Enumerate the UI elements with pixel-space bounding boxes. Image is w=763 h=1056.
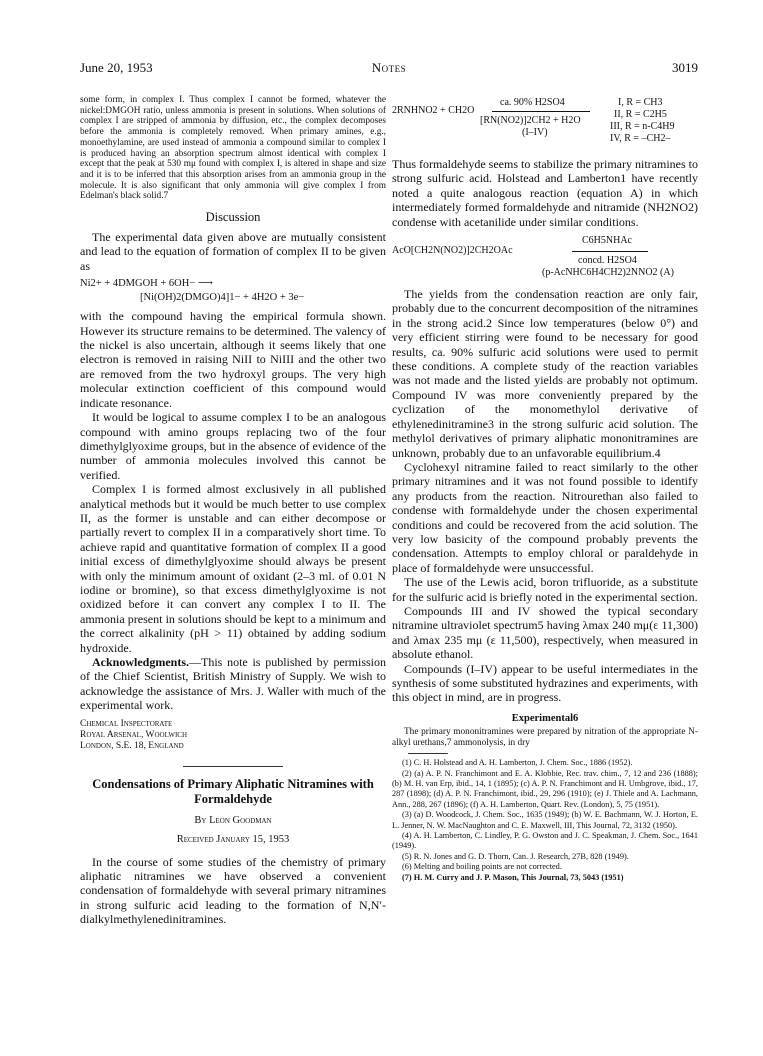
reaction-condition: concd. H2SO4 xyxy=(578,255,637,267)
running-header xyxy=(80,60,698,76)
paragraph: The use of the Lewis acid, boron trifluoride, as a substitute for the sulfuric acid is briefly noted in the experimental section. xyxy=(392,575,698,604)
equation-line: Ni2+ + 4DMGOH + 6OH− ⟶ xyxy=(80,278,213,290)
product: (p-AcNHC6H4CH2)2NNO2 (A) xyxy=(542,267,674,279)
paragraph: Compounds (I–IV) appear to be useful intermediates in the synthesis of some substituted hydrazines and experiments, with this object in mind, are in progress. xyxy=(392,661,698,705)
section-heading: Discussion xyxy=(205,210,261,225)
reaction-condition: ca. 90% H2SO4 xyxy=(500,97,565,108)
footnote-divider xyxy=(408,753,448,754)
substituent-line: IV, R = –CH2– xyxy=(610,133,671,144)
paragraph: The yields from the condensation reaction are only fair, probably due to the concurrent decomposition of the nitramines in the strong acid.2 Since low temperatures (below 0°) and very efficient stirring were found to be necessary for good results, ca. 90% sulfuric acid solutions were used to permit these conditions. A complete study of the reaction variables was not made and the listed yields are probably not optimum. Compound IV was more conveniently prepared by the cyclization of the monomethylol derivative of ethylenedinitramine3 in the strong sulfuric acid solution. The methylol derivatives of primary aliphatic mononitramines are unknown, probably due to an unfavorable equilibrium.4 xyxy=(392,287,698,460)
footnote: (5) R. N. Jones and G. D. Thorn, Can. J. Research, 27B, 828 (1949). xyxy=(402,851,629,861)
article-title: Condensations of Primary Aliphatic Nitramines with Formaldehyde xyxy=(92,776,374,806)
paragraph: Thus formaldehyde seems to stabilize the primary nitramines to strong sulfuric acid. Holstead and Lamberton1 have recently noted a quite analogous reaction (equation A) in which intermediately formed formaldehyde and nitramide (NH2NO2) condense with acetanilide under similar conditions. xyxy=(392,157,698,229)
paragraph: Cyclohexyl nitramine failed to react similarly to the other primary nitramines and it was not found possible to identify any products from the reaction. Nitrourethan also failed to condense with formaldehyde under the chosen experimental conditions and could be recovered from the acid solution. The very low basicity of the compound probably prevents the condensation. Attempts to employ chloral or paraldehyde in place of formaldehyde were unsuccessful. xyxy=(392,459,698,575)
reaction-arrow xyxy=(572,251,648,252)
substituent-line: III, R = n-C4H9 xyxy=(610,121,675,132)
article-author: By Leon Goodman xyxy=(194,814,272,826)
equation-line: [Ni(OH)2(DMGO)4]1− + 4H2O + 3e− xyxy=(140,292,305,304)
footnote: (1) C. H. Holstead and A. H. Lamberton, J. Chem. Soc., 1886 (1952). xyxy=(402,758,633,768)
reaction-arrow xyxy=(492,111,590,112)
divider xyxy=(183,766,283,767)
paragraph: The experimental data given above are mutually consistent and lead to the equation of formation of complex II to be given as xyxy=(80,230,386,273)
header-page-number: 3019 xyxy=(672,60,698,75)
reaction-scheme-a xyxy=(392,235,698,279)
acknowledgments-label: Acknowledgments. xyxy=(92,655,190,669)
reactant: AcO[CH2N(NO2)]2CH2OAc xyxy=(392,245,513,257)
header-date: June 20, 1953 xyxy=(80,60,153,75)
affiliation-line: Chemical Inspectorate xyxy=(80,718,173,729)
product-label: (I–IV) xyxy=(522,127,548,138)
footnote: (4) A. H. Lamberton, C. Lindley, P. G. Owston and J. C. Speakman, J. Chem. Soc., 1641 (1949). xyxy=(392,831,698,851)
footnote: (2) (a) A. P. N. Franchimont and E. A. Klobbie, Rec. trav. chim., 7, 12 and 236 (1888); (b) M. H. van Erp, ibid., 14, 1 (1895); (c) A. P. N. Franchimont and H. Umbgrove, ibid., 17, 287 (1898); (d) A. P. N. Franchimont, ibid., 29, 296 (1910); (e) J. Thiele and A. Lachmann, Ann., 288, 267 (1896); (f) A. H. Lamberton, Quart. Rev. (London), 5, 75 (1951). xyxy=(392,768,698,809)
left-column xyxy=(80,95,386,927)
affiliation-line: Royal Arsenal, Woolwich xyxy=(80,729,188,740)
footnote: (3) (a) D. Woodcock, J. Chem. Soc., 1635 (1949); (b) W. E. Bachmann, W. J. Horton, E. L. Jenner, N. W. MacNaughton and C. E. Maxwell, III, This Journal, 72, 3132 (1950). xyxy=(392,810,698,830)
paragraph: The primary mononitramines were prepared by nitration of the appropriate N-alkyl urethans,7 ammonolysis, in dry xyxy=(392,726,698,748)
paragraph: some form, in complex I. Thus complex I cannot be formed, whatever the nickel:DMGOH ratio, unless ammonia is present in solutions. When solutions of complex I are stripped of ammonia by diffusion, etc., the complex decomposes before the ammonia is completely removed. When primary amines, e.g., monoethylamine, are used instead of ammonia a compound similar to complex I is produced having an absorption spectrum almost identical with complex I except that the peak at 530 mμ found with complex I, is altered in shape and size and it is to be inferred that this absorption arises from an ammonia group in the molecule. It is also significant that only ammonia will give complex I from Edelman's black solid.7 xyxy=(80,95,386,202)
equation xyxy=(80,277,386,305)
right-column xyxy=(392,95,698,883)
paragraph: In the course of some studies of the chemistry of primary aliphatic nitramines we have observed a convenient condensation of formaldehyde with several primary nitramines in strong sulfuric acid leading to the formation of N,N′-dialkylmethylenedinitramines. xyxy=(80,854,386,927)
received-date: Received January 15, 1953 xyxy=(176,833,290,845)
product: [RN(NO2)]2CH2 + H2O xyxy=(480,115,581,126)
header-section: Notes xyxy=(371,60,407,75)
substituent-line: I, R = CH3 xyxy=(618,97,663,108)
reaction-scheme-1 xyxy=(392,97,698,149)
affiliation xyxy=(80,719,386,752)
section-heading: Experimental6 xyxy=(511,712,579,724)
substituent-line: II, R = C2H5 xyxy=(614,109,667,120)
paragraph: Complex I is formed almost exclusively in all published analytical methods but it would be much better to use complex II, as the former is unstable and can either decompose or partially revert to complex II in a comparatively short time. To achieve rapid and quantitative formation of complex II a good initial excess of dimethylglyoxime should always be present with only the minimum amount of oxidant (2–3 ml. of 0.01 N iodine or bromine), so that excess dimethylglyoxime is not oxidized before it can convert any complex I to II. The ammonia present in solutions should be kept to a minimum and the correct alkalinity (pH > 11) obtained by adding sodium hydroxide. xyxy=(80,482,386,655)
affiliation-line: London, S.E. 18, England xyxy=(80,740,184,751)
paragraph: It would be logical to assume complex I to be an analogous compound with amino groups replacing two of the four dimethylglyoxime groups, but in the absence of evidence of the number of ammonia molecules involved this cannot be verified. xyxy=(80,410,386,482)
reagent: C6H5NHAc xyxy=(582,235,632,247)
footnote: (7) H. M. Curry and J. P. Mason, This Journal, 73, 5043 (1951) xyxy=(402,872,624,882)
paragraph: with the compound having the empirical formula shown. However its structure remains to be determined. The valency of the nickel is also uncertain, although it seems likely that one electron is removed in raising NiII to NiIII and the other two are removed from the two hydroxyl groups. The very high molecular extinction coefficient of this compound would indicate resonance. xyxy=(80,309,386,410)
paragraph: Compounds III and IV showed the typical secondary nitramine ultraviolet spectrum5 having λmax 240 mμ(ε 11,300) and λmax 235 mμ (ε 11,500), respectively, when measured in absolute ethanol. xyxy=(392,603,698,662)
acknowledgments xyxy=(80,655,386,713)
footnote: (6) Melting and boiling points are not corrected. xyxy=(402,862,562,872)
acknowledgments-text: —This note is published by permission of the Chief Scientist, British Ministry of Supply. We wish to acknowledge the assistance of Mrs. J. Waller with much of the experimental work. xyxy=(80,655,386,713)
reactants: 2RNHNO2 + CH2O xyxy=(392,105,475,116)
